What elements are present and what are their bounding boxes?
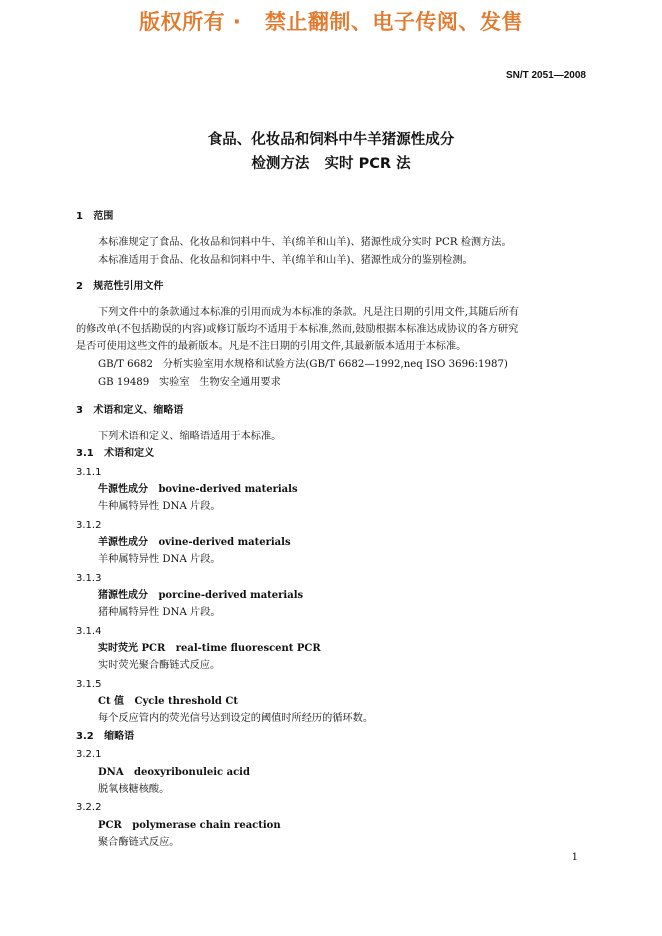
clause-3-1-1-definition: 牛种属特异性 DNA 片段。 xyxy=(98,501,221,512)
section-1-paragraph-1: 本标准规定了食品、化妆品和饲料中牛、羊(绵羊和山羊)、猪源性成分实时 PCR 检测方法。 xyxy=(98,237,512,248)
clause-3-1-4-definition: 实时荧光聚合酶链式反应。 xyxy=(98,660,221,671)
clause-3-2-1-term: DNA deoxyribonuleic acid xyxy=(98,767,250,778)
clause-3-1-5-number: 3.1.5 xyxy=(76,679,102,690)
clause-3-1-5-definition: 每个反应管内的荧光信号达到设定的阈值时所经历的循环数。 xyxy=(98,713,374,724)
section-3-1-heading: 3.1 术语和定义 xyxy=(76,448,155,459)
clause-3-1-3-term: 猪源性成分 porcine-derived materials xyxy=(98,590,304,601)
page-number: 1 xyxy=(571,852,578,863)
clause-3-1-1-number: 3.1.1 xyxy=(76,467,102,478)
clause-3-2-2-definition: 聚合酶链式反应。 xyxy=(98,837,180,848)
section-2-paragraph-line-3: 是否可使用这些文件的最新版本。凡是不注日期的引用文件,其最新版本适用于本标准。 xyxy=(76,341,467,352)
copyright-watermark: 版权所有 · 禁止翻制、电子传阅、发售 xyxy=(139,10,523,34)
clause-3-1-1-term: 牛源性成分 bovine-derived materials xyxy=(98,484,298,495)
clause-3-1-4-number: 3.1.4 xyxy=(76,626,102,637)
section-2-paragraph-line-1: 下列文件中的条款通过本标准的引用而成为本标准的条款。凡是注日期的引用文件,其随后所有 xyxy=(98,307,519,318)
section-3-intro: 下列术语和定义、缩略语适用于本标准。 xyxy=(98,431,282,442)
section-3-heading: 3 术语和定义、缩略语 xyxy=(76,405,184,416)
clause-3-1-2-definition: 羊种属特异性 DNA 片段。 xyxy=(98,554,221,565)
section-1-heading: 1 范围 xyxy=(76,211,114,222)
clause-3-2-2-term: PCR polymerase chain reaction xyxy=(98,820,281,831)
clause-3-1-5-term: Ct 值 Cycle threshold Ct xyxy=(98,696,238,707)
clause-3-1-3-definition: 猪种属特异性 DNA 片段。 xyxy=(98,607,221,618)
document-title-line1: 食品、化妆品和饲料中牛羊猪源性成分 xyxy=(207,132,455,148)
document-title-line2: 检测方法 实时 PCR 法 xyxy=(251,156,411,172)
section-2-heading: 2 规范性引用文件 xyxy=(76,281,164,292)
section-1-paragraph-2: 本标准适用于食品、化妆品和饲料中牛、羊(绵羊和山羊)、猪源性成分的鉴别检测。 xyxy=(98,255,473,266)
clause-3-1-3-number: 3.1.3 xyxy=(76,573,102,584)
clause-3-2-2-number: 3.2.2 xyxy=(76,802,102,813)
clause-3-1-4-term: 实时荧光 PCR real-time fluorescent PCR xyxy=(98,643,321,654)
clause-3-1-2-number: 3.1.2 xyxy=(76,520,102,531)
reference-gbt-6682: GB/T 6682 分析实验室用水规格和试验方法(GB/T 6682—1992,neq ISO 3696:1987) xyxy=(98,359,508,370)
section-2-paragraph-line-2: 的修改单(不包括勘误的内容)或修订版均不适用于本标准,然而,鼓励根据本标准达成协议的各方研究 xyxy=(76,324,519,335)
standard-code: SN/T 2051—2008 xyxy=(505,70,586,81)
clause-3-2-1-number: 3.2.1 xyxy=(76,749,102,760)
section-3-2-heading: 3.2 缩略语 xyxy=(76,731,135,742)
clause-3-2-1-definition: 脱氧核糖核酸。 xyxy=(98,784,170,795)
reference-gb-19489: GB 19489 实验室 生物安全通用要求 xyxy=(98,377,281,388)
clause-3-1-2-term: 羊源性成分 ovine-derived materials xyxy=(98,537,291,548)
